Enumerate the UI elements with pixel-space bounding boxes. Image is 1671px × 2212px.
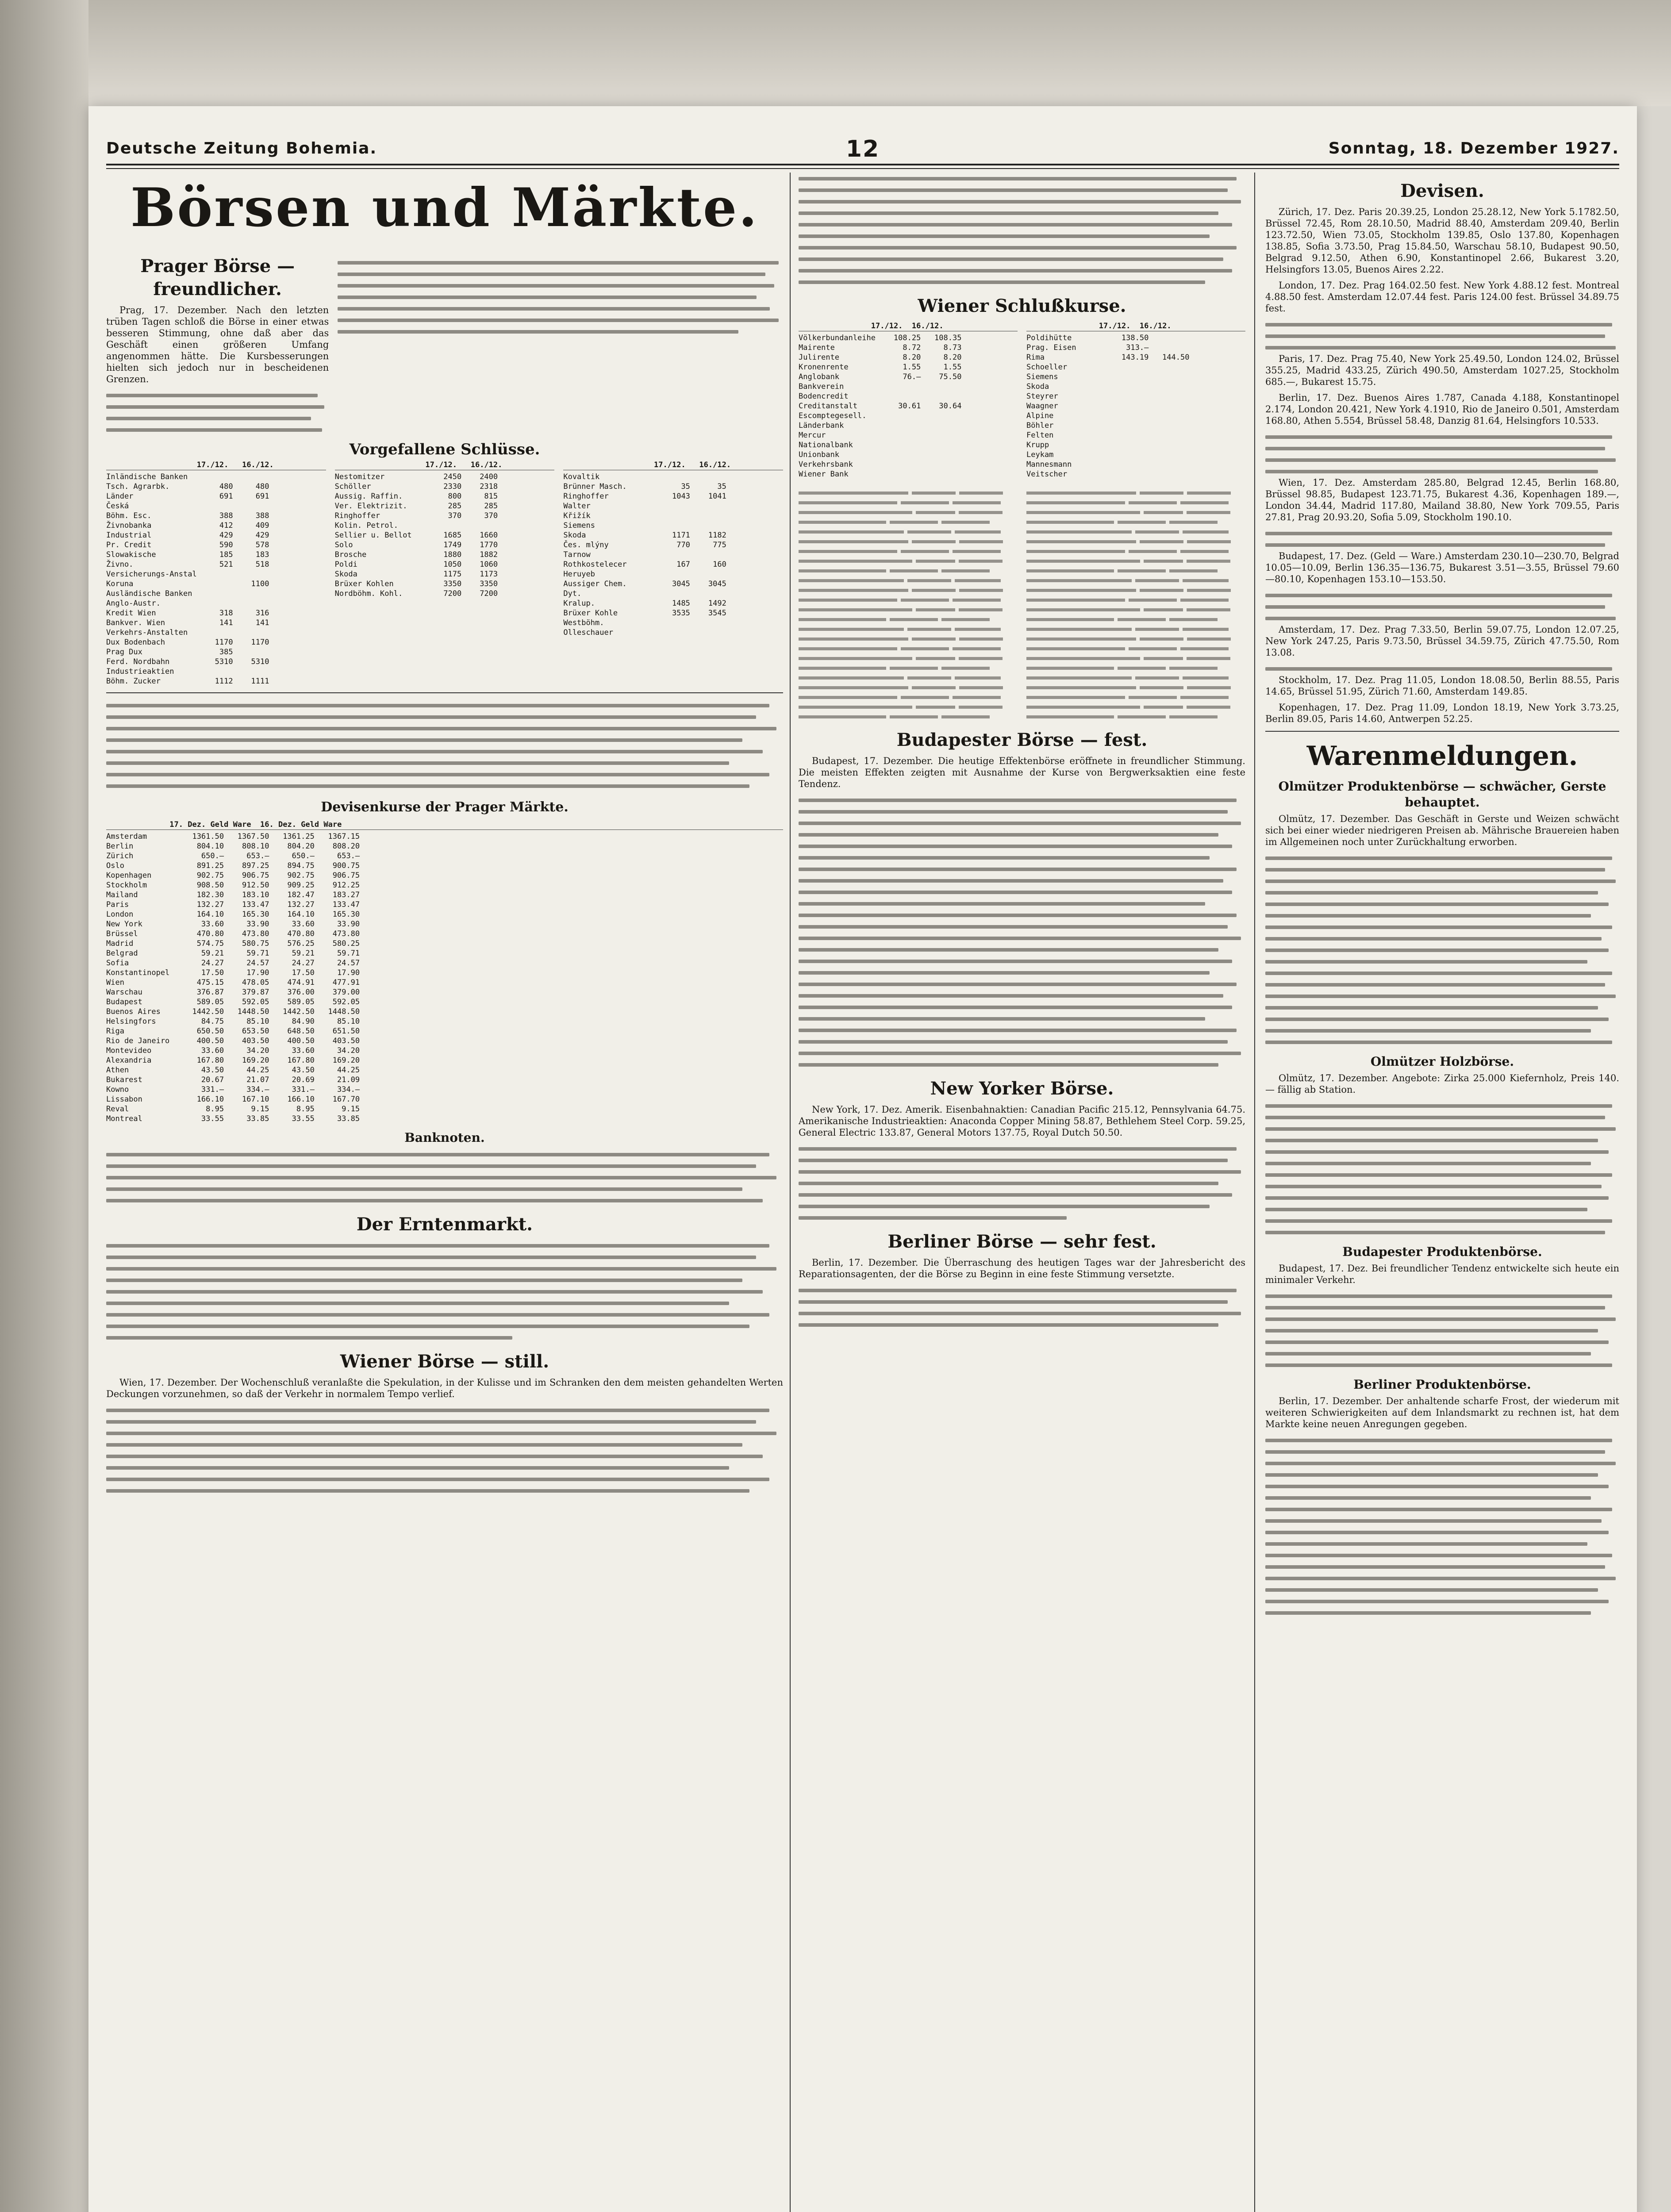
london-devisen: London, 17. Dez. Prag 164.02.50 fest. New York 4.88.12 fest. Montreal 4.88.50 fest. Amsterdam 12.07.44 fest. Paris 124.00 fest. Brüssel 34.89.75 fest. [1265,280,1619,314]
paris-devisen: Paris, 17. Dez. Prag 75.40, New York 25.49.50, London 124.02, Brüssel 355.25, Madrid 433.25, Zürich 490.50, Amsterdam 1027.25, Stockholm 685.—, Bukarest 15.75. [1265,353,1619,387]
trade-row: Ferd. Nordbahn 5310 5310 [106,657,269,666]
trade-row: Pr. Credit 590 578 [106,541,269,549]
trade-row: Industrieaktien [106,667,269,676]
berlin-text: Berlin, 17. Dezember. Die Überraschung des heutigen Tages war der Jahresbericht des Reparationsagenten, der die Börse zu Beginn in eine feste Stimmung versetzte. [799,1257,1245,1279]
trade-row: Versicherungs-Anstal [106,570,269,579]
berlin-prod-title: Berliner Produktenbörse. [1353,1377,1531,1392]
devisen-row: Rio de Janeiro 400.50 403.50 400.50 403.50 [106,1037,360,1045]
vienna-row: Steyrer [1026,392,1190,401]
vienna-title: Wiener Börse — still. [340,1351,549,1372]
trade-row: Česká [106,502,269,511]
trade-row: Koruna 1100 [106,580,269,588]
vienna-table-1 [799,333,1018,479]
devisen-row: Brüssel 470.80 473.80 470.80 473.80 [106,929,360,938]
page-number: 12 [845,136,880,162]
vienna-row: Mercur [799,431,962,440]
trade-row: Tarnow [563,550,726,559]
berlin-title: Berliner Börse — sehr fest. [887,1231,1156,1252]
devisen-row: Budapest 589.05 592.05 589.05 592.05 [106,998,360,1006]
vienna-table-1-header: 17./12. 16./12. [799,321,1018,331]
trade-row: Tsch. Agrarbk. 480 480 [106,482,269,491]
trade-row: Poldi 1050 1060 [334,560,498,569]
trade-row: Heruyeb [563,570,726,579]
devisen-row: Kopenhagen 902.75 906.75 902.75 906.75 [106,871,360,880]
trades-tables [106,460,783,686]
vienna-row: Alpine [1026,411,1190,420]
column-rule [790,173,791,2212]
devisen-row: Bukarest 20.67 21.07 20.69 21.09 [106,1075,360,1084]
vienna-row: Mairente 8.72 8.73 [799,343,962,352]
vienna-row: Böhler [1026,421,1190,430]
vienna-row: Leykam [1026,450,1190,459]
vienna-row: Länderbank [799,421,962,430]
devisen-row: Athen 43.50 44.25 43.50 44.25 [106,1066,360,1075]
trade-row: Ringhoffer 1043 1041 [563,492,726,501]
divider [1265,731,1619,732]
zurich-devisen: Zürich, 17. Dez. Paris 20.39.25, London 25.28.12, New York 5.1782.50, Brüssel 72.45, Rom 28.10.50, Madrid 88.40, Amsterdam 209.40, Berlin 123.72.50, Wien 73.05, Stockholm 139.85, Oslo 137.80, Kopenhagen 138.85, Sofia 3.73.50, Prag 15.84.50, Warschau 58.10, Budapest 90.50, Belgrad 9.12.50, Athen 6.90, Konstantinopel 2.66, Bukarest 3.20, Helsingfors 13.05, Buenos Aires 2.22. [1265,207,1619,275]
trade-row: Sellier u. Bellot 1685 1660 [334,531,498,540]
vienna-row: Mannesmann [1026,460,1190,469]
devisen-row: Montreal 33.55 33.85 33.55 33.85 [106,1114,360,1123]
vienna-row: Creditanstalt 30.61 30.64 [799,402,962,411]
olmutz-text: Olmütz, 17. Dezember. Das Geschäft in Gerste und Weizen schwächt sich bei einer wieder niedrigeren Preisen ab. Mährische Brauereien haben im Allgemeinen noch unter Zurückhaltung erworben. [1265,814,1619,847]
olmutz-title: Olmützer Produktenbörse — schwächer, Gerste behauptet. [1278,779,1606,810]
scan-edge-left [0,0,88,2212]
devisen-title: Devisen. [1400,180,1484,201]
devisen-table-header: 17. Dez. Geld Ware 16. Dez. Geld Ware [106,820,783,830]
trade-row: Westböhm. [563,618,726,627]
column-rule [1254,173,1255,2212]
trade-row: Inländische Banken [106,472,269,481]
vienna-row: Escomptegesell. [799,411,962,420]
vienna-row: Prag. Eisen 313.— [1026,343,1190,352]
vienna-row: Bodencredit [799,392,962,401]
scan-edge-top [0,0,1671,106]
issue-date: Sonntag, 18. Dezember 1927. [1328,139,1619,157]
trade-row: Skoda 1175 1173 [334,570,498,579]
budapest-prod-text: Budapest, 17. Dez. Bei freundlicher Tendenz entwickelte sich heute ein minimaler Verkehr. [1265,1263,1619,1285]
devisen-row: Mailand 182.30 183.10 182.47 183.27 [106,891,360,899]
trade-row: Kovaltik [563,472,726,481]
vienna-row: Nationalbank [799,441,962,449]
devisen-row: Riga 650.50 653.50 648.50 651.50 [106,1027,360,1036]
devisen-row: Alexandria 167.80 169.20 167.80 169.20 [106,1056,360,1065]
trades-table-3 [563,472,783,637]
trade-row: Brüxer Kohlen 3350 3350 [334,580,498,588]
stockholm-devisen: Stockholm, 17. Dez. Prag 11.05, London 18.08.50, Berlin 88.55, Paris 14.65, Brüssel 51.95, Zürich 71.60, Amsterdam 149.85. [1265,675,1619,697]
page-header [106,136,1619,164]
trade-row: Solo 1749 1770 [334,541,498,549]
olmutz-wood-text: Olmütz, 17. Dezember. Angebote: Zirka 25.000 Kiefernholz, Preis 140.— fällig ab Station. [1265,1073,1619,1095]
trade-row: Nestomitzer 2450 2400 [334,472,498,481]
trade-row: Brüxer Kohle 3535 3545 [563,609,726,618]
trade-row: Živnobanka 412 409 [106,521,269,530]
devisen-section [106,699,783,1496]
column-left [106,173,783,2212]
newyork-text: New York, 17. Dez. Amerik. Eisenbahnaktien: Canadian Pacific 215.12, Pennsylvania 64.75. Amerikanische Industrieaktien: Anaconda Copper Mining 58.87, Bethlehem Steel Corp. 59.25, General Electric 133.87, General Motors 137.75, Royal Dutch 50.50. [799,1104,1245,1138]
vienna-row: Wiener Bank [799,470,962,479]
vienna-row: Bankverein [799,382,962,391]
devisen-row: Paris 132.27 133.47 132.27 133.47 [106,900,360,909]
divider [106,692,783,693]
prague-title: Prager Börse — freundlicher. [140,256,295,300]
trade-row: Čes. mlýny 770 775 [563,541,726,549]
berlin-devisen: Berlin, 17. Dez. Buenos Aires 1.787, Canada 4.188, Konstantinopel 2.174, London 20.421, New York 4.1910, Rio de Janeiro 0.501, Amsterdam 168.80, Athen 5.554, Brüssel 58.48, Danzig 81.64, Helsingfors 10.533. [1265,392,1619,426]
devisen-row: Belgrad 59.21 59.71 59.21 59.71 [106,949,360,958]
trade-row: Kolin. Petrol. [334,521,498,530]
devisen-rates-title: Devisenkurse der Prager Märkte. [321,799,569,815]
devisen-row: Stockholm 908.50 912.50 909.25 912.25 [106,881,360,890]
newspaper-page [88,106,1637,2212]
vienna-row: Rima 143.19 144.50 [1026,353,1190,362]
trade-row: Brünner Masch. 35 35 [563,482,726,491]
devisen-row: Berlin 804.10 808.10 804.20 808.20 [106,842,360,851]
trade-row: Kralup. 1485 1492 [563,599,726,608]
trade-row: Böhm. Zucker 1112 1111 [106,677,269,686]
trade-row: Skoda 1171 1182 [563,531,726,540]
column-right [1265,173,1619,2212]
trade-row: Länder 691 691 [106,492,269,501]
devisen-row: Sofia 24.27 24.57 24.27 24.57 [106,959,360,968]
devisen-row: Lissabon 166.10 167.10 166.10 167.70 [106,1095,360,1104]
vienna-closing-title: Wiener Schlußkurse. [918,296,1126,316]
vienna-row: Veitscher [1026,470,1190,479]
devisen-row: Madrid 574.75 580.75 576.25 580.25 [106,939,360,948]
devisen-row: London 164.10 165.30 164.10 165.30 [106,910,360,919]
vienna-devisen: Wien, 17. Dez. Amsterdam 285.80, Belgrad 12.45, Berlin 168.80, Brüssel 98.85, Budapest 123.71.75, Bukarest 4.36, Kopenhagen 189.—, London 34.44, Madrid 117.80, Mailand 38.80, New York 709.55, Paris 27.81, Prag 20.93.20, Sofia 5.09, Stockholm 190.10. [1265,477,1619,522]
crops-title: Der Erntenmarkt. [356,1214,533,1235]
devisen-row: Amsterdam 1361.50 1367.50 1361.25 1367.15 [106,832,360,841]
devisen-row: Konstantinopel 17.50 17.90 17.50 17.90 [106,968,360,977]
completed-title: Vorgefallene Schlüsse. [349,441,540,458]
vienna-row: Krupp [1026,441,1190,449]
trade-row: Walter [563,502,726,511]
vienna-row: Siemens [1026,373,1190,381]
trade-row: Industrial 429 429 [106,531,269,540]
vienna-row: Schoeller [1026,363,1190,372]
trade-row: Bankver. Wien 141 141 [106,618,269,627]
devisen-row: Wien 475.15 478.05 474.91 477.91 [106,978,360,987]
newyork-title: New Yorker Börse. [930,1078,1114,1099]
trade-row: Ausländische Banken [106,589,269,598]
devisen-row: Montevideo 33.60 34.20 33.60 34.20 [106,1046,360,1055]
column-middle [799,173,1245,2212]
devisen-row: Helsingfors 84.75 85.10 84.90 85.10 [106,1017,360,1026]
budapest-title: Budapester Börse — fest. [896,730,1148,750]
vienna-row: Julirente 8.20 8.20 [799,353,962,362]
vienna-row: Poldihütte 138.50 [1026,334,1190,342]
vienna-row: Waagner [1026,402,1190,411]
vienna-text: Wien, 17. Dezember. Der Wochenschluß veranlaßte die Spekulation, in der Kulisse und im Schranken den dem meisten gehandelten Werten Deckungen vorzunehmen, so daß der Verkehr in normalem Tempo verlief. [106,1377,783,1399]
trades-table-3-header: 17./12. 16./12. [563,460,783,470]
vienna-row: Anglobank 76.— 75.50 [799,373,962,381]
trade-row: Rothkostelecer 167 160 [563,560,726,569]
devisen-row: New York 33.60 33.90 33.60 33.90 [106,920,360,929]
trade-row: Živno. 521 518 [106,560,269,569]
trade-row: Olleschauer [563,628,726,637]
trade-row: Nordböhm. Kohl. 7200 7200 [334,589,498,598]
trade-row: Ringhoffer 370 370 [334,511,498,520]
trade-row: Anglo-Austr. [106,599,269,608]
berlin-prod-text: Berlin, 17. Dezember. Der anhaltende scharfe Frost, der wiederum mit weiteren Schwierigkeiten auf dem Inlandsmarkt zu rechnen ist, hat dem Markte keine neuen Anregungen gegeben. [1265,1396,1619,1429]
banknotes-title: Banknoten. [404,1130,485,1145]
header-rule [106,164,1619,169]
prague-text: Prag, 17. Dezember. Nach den letzten trüben Tagen schloß die Börse in einer etwas besseren Stimmung, ohne daß aber das Geschäft einen größeren Umfang angenommen hätte. Die Kursbesserungen hielten sich jedoch nur in bescheidenen Grenzen. [106,305,329,384]
vienna-closing-filler [799,488,1245,722]
devisen-row: Reval 8.95 9.15 8.95 9.15 [106,1105,360,1114]
prague-section [106,248,783,435]
trade-row: Dyt. [563,589,726,598]
devisen-row: Oslo 891.25 897.25 894.75 900.75 [106,861,360,870]
vienna-row: Skoda [1026,382,1190,391]
newspaper-name: Deutsche Zeitung Bohemia. [106,139,377,157]
trade-row: Kredit Wien 318 316 [106,609,269,618]
devisen-row: Warschau 376.87 379.87 376.00 379.00 [106,988,360,997]
devisen-table [106,832,783,1124]
trades-table-2-header: 17./12. 16./12. [335,460,555,470]
trade-row: Böhm. Esc. 388 388 [106,511,269,520]
vienna-table-2 [1026,333,1245,479]
trade-row: Aussig. Raffin. 800 815 [334,492,498,501]
trades-table-1-header: 17./12. 16./12. [106,460,326,470]
main-title: Börsen und Märkte. [130,177,759,239]
vienna-row: Felten [1026,431,1190,440]
trade-row: Verkehrs-Anstalten [106,628,269,637]
amsterdam-devisen: Amsterdam, 17. Dez. Prag 7.33.50, Berlin 59.07.75, London 12.07.25, New York 247.25, Paris 9.73.50, Brüssel 34.59.75, Zürich 47.75.50, Rom 13.08. [1265,624,1619,658]
trade-row: Schöller 2330 2318 [334,482,498,491]
vienna-row: Unionbank [799,450,962,459]
trades-table-1 [106,472,326,686]
trade-row: Ver. Elektrizit. 285 285 [334,502,498,511]
trade-row: Křižík [563,511,726,520]
devisen-row: Buenos Aires 1442.50 1448.50 1442.50 1448.50 [106,1007,360,1016]
trades-table-2 [335,472,555,599]
vienna-row: Völkerbundanleihe 108.25 108.35 [799,334,962,342]
trade-row: Dux Bodenbach 1170 1170 [106,638,269,647]
vienna-row: Verkehrsbank [799,460,962,469]
trade-row: Prag Dux 385 [106,648,269,657]
trade-row: Siemens [563,521,726,530]
budapest-text: Budapest, 17. Dezember. Die heutige Effektenbörse eröffnete in freundlicher Stimmung. Die meisten Effekten zeigten mit Ausnahme der Kurse von Bergwerksaktien eine feste Tendenz. [799,756,1245,789]
budapest-devisen: Budapest, 17. Dez. (Geld — Ware.) Amsterdam 230.10—230.70, Belgrad 10.05—10.09, Berlin 136.35—136.75, Bukarest 3.51—3.55, Brüssel 79.60—80.10, Kopenhagen 153.10—153.50. [1265,551,1619,584]
olmutz-wood-title: Olmützer Holzbörse. [1370,1054,1514,1069]
vienna-closing-tables [799,321,1245,479]
goods-title: Warenmeldungen. [1306,741,1578,772]
devisen-row: Zürich 650.— 653.— 650.— 653.— [106,852,360,860]
trade-row: Aussiger Chem. 3045 3045 [563,580,726,588]
kopenhagen-devisen: Kopenhagen, 17. Dez. Prag 11.09, London 18.19, New York 3.73.25, Berlin 89.05, Paris 14.60, Antwerpen 52.25. [1265,702,1619,724]
vienna-row: Kronenrente 1.55 1.55 [799,363,962,372]
trade-row: Brosche 1880 1882 [334,550,498,559]
budapest-prod-title: Budapester Produktenbörse. [1342,1244,1542,1259]
vienna-table-2-header: 17./12. 16./12. [1026,321,1245,331]
devisen-row: Kowno 331.— 334.— 331.— 334.— [106,1085,360,1094]
trade-row: Slowakische 185 183 [106,550,269,559]
